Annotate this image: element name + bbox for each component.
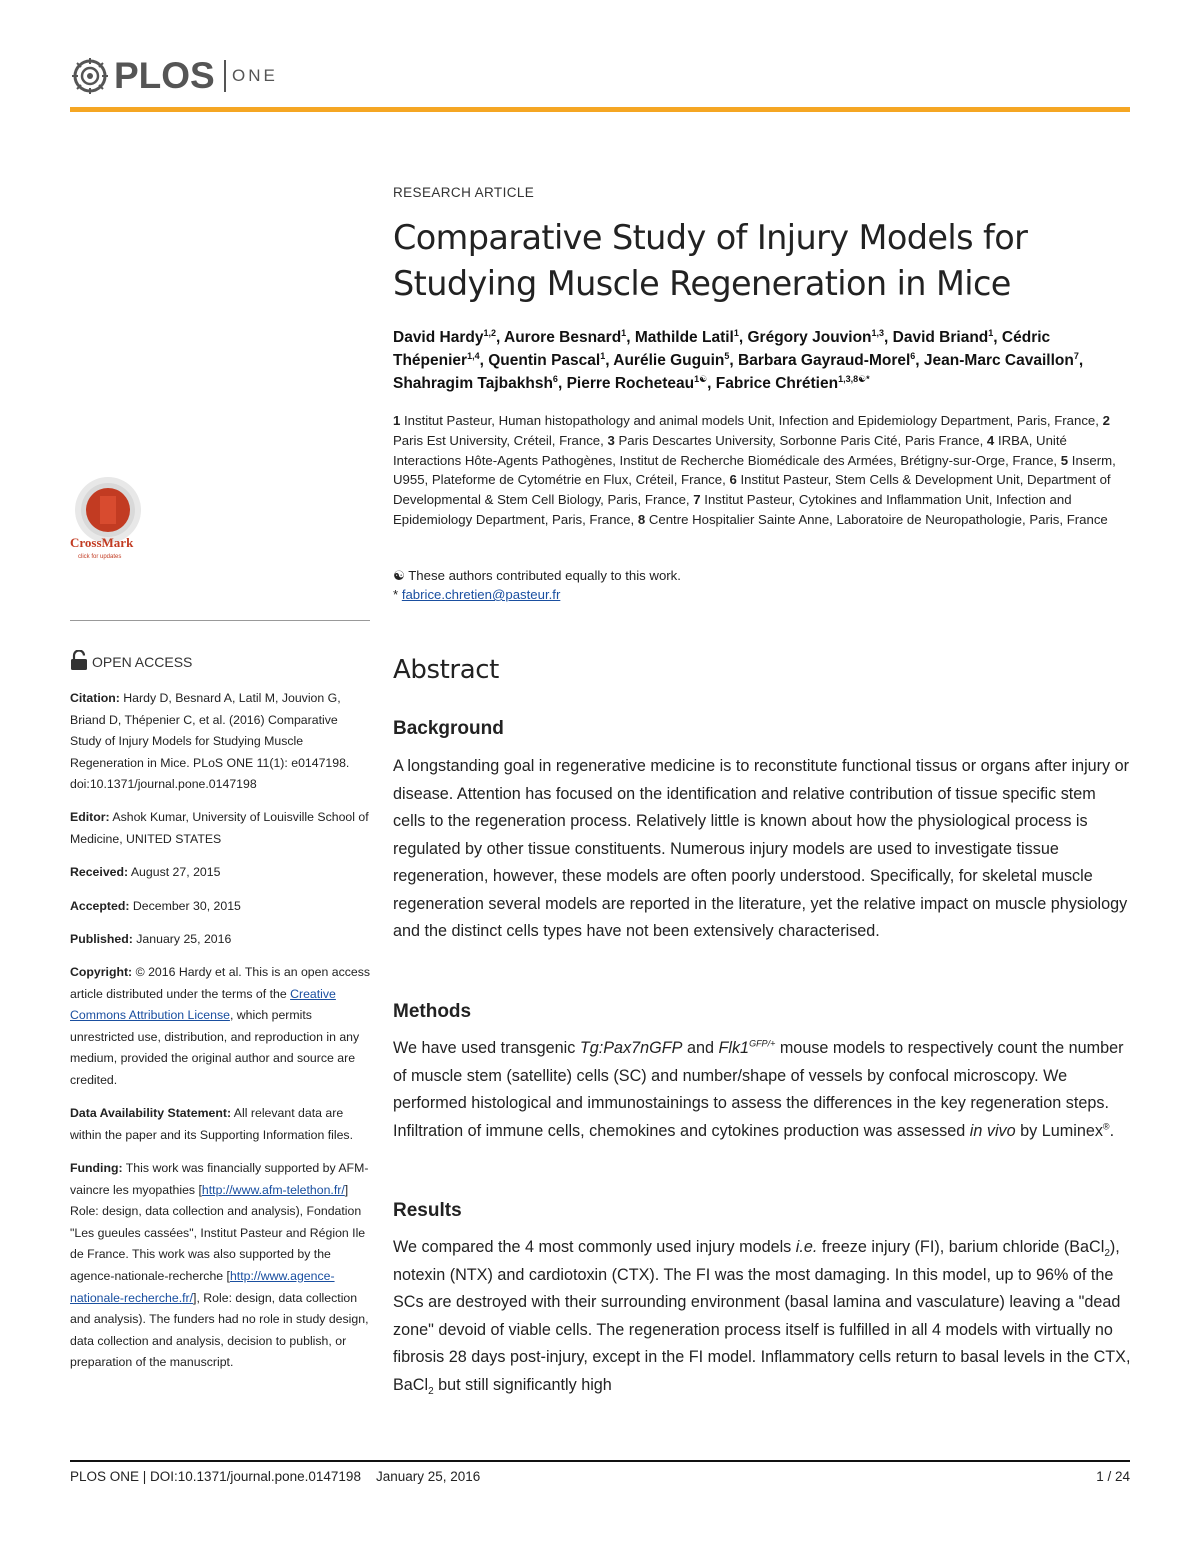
abstract-heading: Abstract	[393, 655, 499, 685]
affiliation-text: Paris Est University, Créteil, France,	[393, 432, 604, 448]
afm-link[interactable]: http://www.afm-telethon.fr/	[201, 1182, 345, 1197]
article-title: Comparative Study of Injury Models for Studying Muscle Regeneration in Mice	[393, 218, 1028, 303]
affiliation-number: 6	[729, 472, 737, 488]
affiliation-text: Institut Pasteur, Human histopathology and animal models Unit, Infection and Epidemiology Department, Paris, France,	[404, 413, 1099, 428]
background-heading: Background	[393, 718, 504, 739]
author-sup: 1	[600, 350, 606, 361]
author[interactable]: Aurore Besnard	[504, 329, 622, 346]
affiliation-text: Institut Pasteur, Stem Cells & Development Unit, Department of Developmental & Stem Cell Biology, Paris, France,	[393, 472, 1111, 508]
results-text: We compared the 4 most commonly used injury models	[393, 1238, 796, 1256]
funding-text: ], Role: design, data collection and analysis). The funders had no role in study design, data collection and analysis, decision to publish, or preparation of the manuscript.	[70, 1290, 369, 1370]
affiliation-text: Inserm, U955, Plateforme de Cytométrie en Flux, Créteil, France,	[393, 452, 1116, 488]
results-text: but still significantly high	[433, 1375, 612, 1394]
results-italic: i.e.	[795, 1238, 818, 1256]
corresponding-marker: *	[393, 587, 399, 602]
author-sup: 6	[552, 373, 558, 384]
crossmark-badge[interactable]	[68, 470, 150, 562]
author-sup: 1	[733, 327, 739, 338]
editor-text: Ashok Kumar, University of Louisville School of Medicine, UNITED STATES	[70, 810, 369, 846]
affiliation-number: 2	[1102, 413, 1110, 428]
results-text: freeze injury (FI), barium chloride (BaCl	[817, 1238, 1105, 1256]
open-lock-icon	[70, 650, 88, 670]
results-heading: Results	[393, 1200, 462, 1221]
received-date: August 27, 2015	[130, 865, 221, 879]
author[interactable]: Jean-Marc Cavaillon	[923, 352, 1074, 369]
open-access-text: OPEN ACCESS	[92, 654, 193, 670]
methods-superscript: GFP/+	[749, 1038, 776, 1049]
author-sup: 1,4	[467, 350, 480, 361]
funding-block	[70, 1158, 370, 1374]
methods-italic: in vivo	[969, 1121, 1016, 1140]
author-sup: 1☯	[694, 373, 708, 384]
crossmark-icon	[68, 470, 150, 562]
author-sup: 1	[988, 327, 994, 338]
article-type: RESEARCH ARTICLE	[393, 185, 535, 200]
plos-logo-icon	[70, 56, 110, 96]
methods-italic: Flk1	[718, 1039, 750, 1057]
corresponding-email-link[interactable]: fabrice.chretien@pasteur.fr	[401, 587, 561, 602]
copyright-text: , which permits unrestricted use, distribution, and reproduction in any medium, provided the original author and source are credited.	[70, 1008, 360, 1087]
header-accent-bar	[70, 107, 1130, 112]
affiliation-number: 1	[393, 413, 401, 428]
methods-text: .	[1109, 1121, 1115, 1140]
brand-divider	[224, 60, 226, 92]
author[interactable]: Shahragim Tajbakhsh	[393, 375, 553, 392]
author-sup: 6	[910, 350, 916, 361]
citation-text: Hardy D, Besnard A, Latil M, Jouvion G, Briand D, Thépenier C, et al. (2016) Comparative Study of Injury Models for Studying Muscle Regeneration in Mice. PLoS ONE 11(1): e0147198. doi:10.1371/journal.pone.0147198	[70, 691, 350, 792]
results-subscript: 2	[428, 1385, 434, 1397]
data-availability-text: All relevant data are within the paper and its Supporting Information files.	[70, 1106, 353, 1142]
open-access-label	[70, 650, 192, 670]
affiliation-number: 5	[1060, 452, 1069, 468]
funding-text: This work was financially supported by AFM-vaincre les myopathies [	[70, 1161, 369, 1197]
author[interactable]: Mathilde Latil	[634, 329, 734, 346]
affiliation-text: Institut Pasteur, Cytokines and Inflammation Unit, Infection and Epidemiology Department, Paris, France,	[393, 492, 1072, 527]
author[interactable]: Cédric Thépenier	[393, 329, 1051, 369]
methods-text: We have used transgenic	[393, 1039, 580, 1057]
methods-text: and	[682, 1039, 719, 1057]
page-number: 1 / 24	[1096, 1469, 1130, 1484]
editor-block	[70, 807, 370, 850]
copyright-label: Copyright:	[70, 965, 133, 979]
methods-italic: Tg:Pax7nGFP	[579, 1039, 683, 1057]
author[interactable]: David Hardy	[393, 329, 484, 346]
received-block	[70, 862, 370, 884]
crossmark-label: CrossMark	[70, 535, 134, 550]
author[interactable]: Barbara Gayraud-Morel	[738, 352, 911, 369]
methods-heading: Methods	[393, 1001, 472, 1022]
author-sup: 5	[724, 350, 730, 361]
equal-contribution-note: ☯ These authors contributed equally to this work.	[393, 568, 681, 583]
author-sup: 1,2	[483, 327, 496, 338]
published-block	[70, 929, 370, 951]
author-sup: 7	[1073, 350, 1079, 361]
methods-text: mouse models to respectively count the number of muscle stem (satellite) cells (SC) and number/shape of vessels by confocal microscopy. We performed histological and immunostainings to assess the differences in the key regeneration steps. Infiltration of immune cells, chemokines and cytokines production was assessed	[393, 1039, 1124, 1140]
accepted-block	[70, 896, 370, 918]
footer-citation: PLOS ONE | DOI:10.1371/journal.pone.0147198 January 25, 2016	[70, 1469, 481, 1484]
affiliations	[393, 411, 1133, 530]
affiliation-number: 8	[637, 511, 646, 527]
results-text: ), notexin (NTX) and cardiotoxin (CTX). The FI was the most damaging. In this model, up to 96% of the SCs are destroyed with their surrounding environment (basal lamina and vasculature) leaving a "dead zone" devoid of viable cells. The regeneration process itself is fulfilled in all 4 models with virtually no fibrosis 28 days post-injury, except in the FI model. Inflammatory cells return to basal levels in the CTX, BaCl	[393, 1238, 1131, 1394]
footer-divider	[70, 1460, 1130, 1462]
funding-text: ] Role: design, data collection and analysis), Fondation "Les gueules cassées", Institut Pasteur and Région Ile de France. This work was also supported by the agence-nationale-recherche [	[70, 1182, 366, 1283]
copyright-text: © 2016 Hardy et al. This is an open access article distributed under the terms of the	[70, 965, 370, 1001]
affiliation-number: 3	[607, 432, 615, 448]
methods-text: by Luminex	[1015, 1121, 1103, 1140]
author[interactable]: Fabrice Chrétien	[715, 375, 839, 392]
brand-sub: ONE	[232, 66, 278, 85]
author-sup: 1,3,8☯*	[838, 373, 870, 384]
license-link[interactable]: Creative Commons Attribution License	[70, 986, 336, 1023]
sidebar-divider	[70, 620, 370, 621]
affiliation-number: 7	[693, 492, 701, 508]
brand-name: PLOS	[114, 55, 215, 96]
methods-paragraph	[393, 1035, 1131, 1145]
affiliation-number: 4	[986, 432, 995, 448]
citation-block	[70, 688, 370, 796]
funding-label: Funding:	[70, 1161, 123, 1175]
background-paragraph: A longstanding goal in regenerative medicine is to reconstitute functional tissus or organs after injury or disease. Attention has focused on the identification and relative contribution of tissue specific stem cells to the regeneration process. Relatively little is known about how the physiological process is regulated by other tissue constituents. Numerous injury models are used to investigate tissue regeneration, however, these models are often poorly understood. Specifically, for skeletal muscle regeneration several models are reported in the literature, yet the relative impact on muscle physiology and the distinct cells types have not been extensively characterised.	[393, 757, 1130, 940]
copyright-block	[70, 962, 370, 1092]
author-sup: 1	[621, 327, 627, 338]
author-sup: 1,3	[871, 327, 885, 338]
crossmark-sublabel: click for updates	[78, 554, 122, 560]
corresponding-email-line	[393, 587, 560, 602]
author[interactable]: Grégory Jouvion	[747, 329, 872, 346]
published-date: January 25, 2016	[136, 932, 232, 946]
data-availability-block	[70, 1103, 370, 1146]
registered-mark: ®	[1102, 1121, 1110, 1132]
affiliation-text: IRBA, Unité Interactions Hôte-Agents Pathogènes, Institut de Recherche Biomédicale des Armées, Brétigny-sur-Orge, France,	[393, 432, 1067, 468]
author-list: David Hardy$^{1,2}$, Aurore Besnard$^1$, Mathilde Latil$^1$, Grégory Jouvion$^{1,3}$, David Briand$^1$, Cédric Thépenier$^{1,4}$, Quentin Pascal$^1$, Aurélie Guguin$^5$, Barbara Gayraud-Morel$^6$, Jean-Marc Cavaillon$^7$, Shahragim Tajbakhsh$^6$, Pierre Rocheteau$^{1☯}$, Fabrice Chrétien$^{1,3,8☯*}$	[393, 327, 1084, 392]
affiliation-text: Paris Descartes University, Sorbonne Paris Cité, Paris France,	[618, 432, 984, 448]
plos-logo[interactable]	[70, 54, 290, 98]
accepted-date: December 30, 2015	[132, 899, 241, 913]
author[interactable]: Pierre Rocheteau	[566, 375, 695, 392]
anr-link[interactable]: http://www.agence-nationale-recherche.fr/	[70, 1268, 335, 1305]
results-paragraph	[393, 1234, 1131, 1399]
citation-label: Citation:	[70, 691, 120, 705]
editor-label: Editor:	[70, 810, 110, 824]
affiliation-text: Centre Hospitalier Sainte Anne, Laboratoire de Neuropathologie, Paris, France	[648, 511, 1108, 527]
author[interactable]: David Briand	[892, 329, 989, 346]
received-label: Received:	[70, 865, 129, 879]
author[interactable]: Aurélie Guguin	[613, 352, 725, 369]
data-availability-label: Data Availability Statement:	[70, 1106, 232, 1120]
accepted-label: Accepted:	[70, 899, 130, 913]
published-label: Published:	[70, 932, 133, 946]
author[interactable]: Quentin Pascal	[488, 352, 601, 369]
results-subscript: 2	[1104, 1248, 1110, 1260]
